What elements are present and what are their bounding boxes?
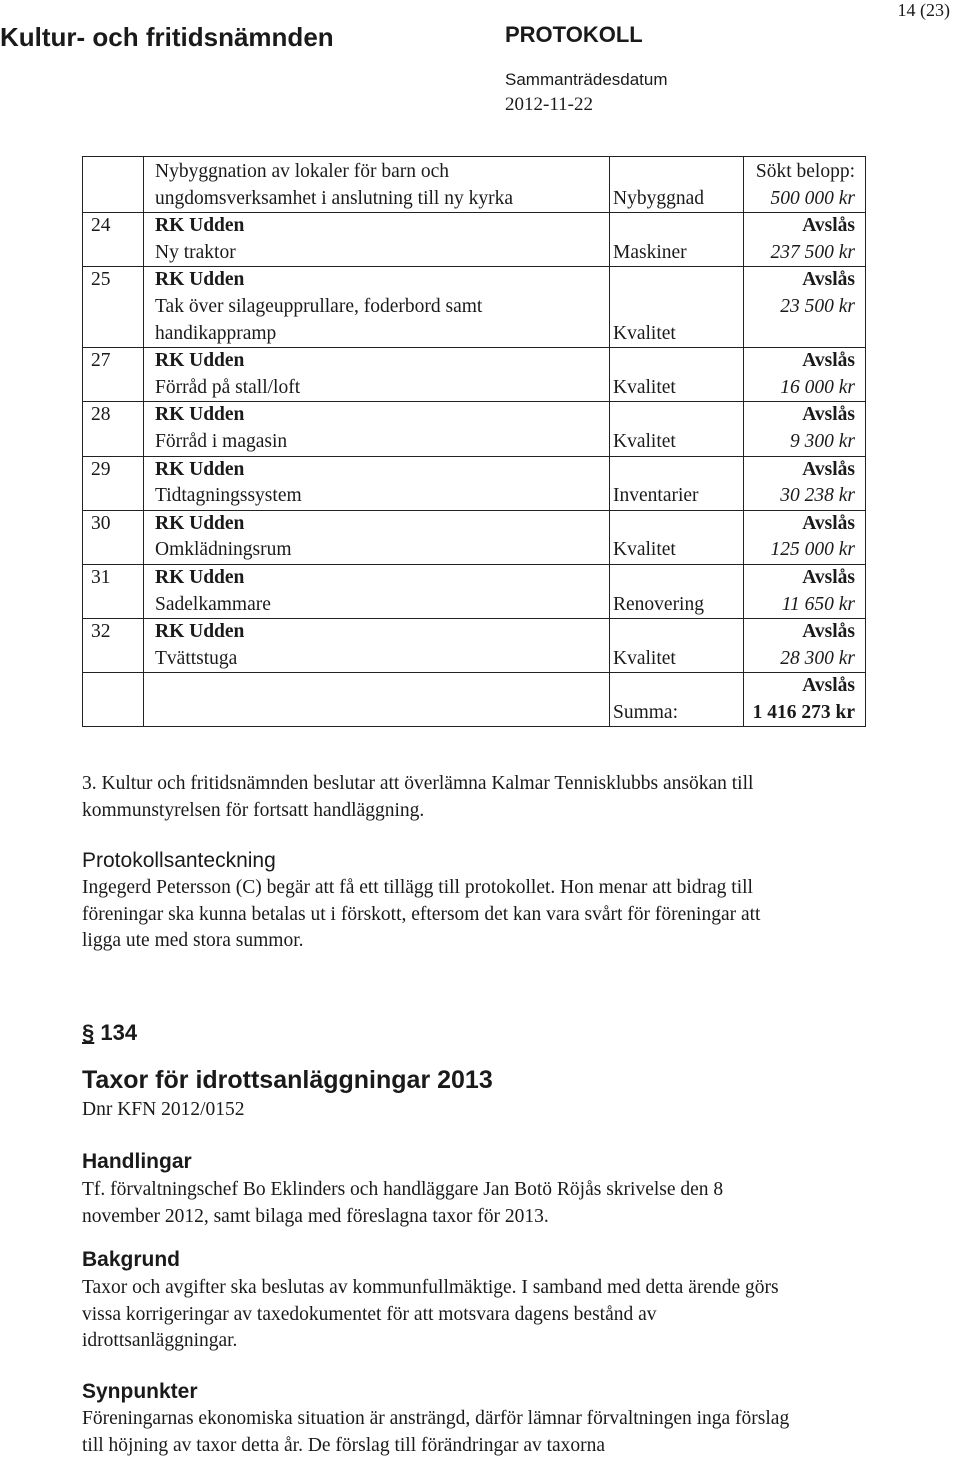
row-description-cell <box>144 619 610 673</box>
section-title: Taxor för idrottsanläggningar 2013 <box>82 1066 493 1094</box>
organization-name: Kultur- och fritidsnämnden <box>0 22 334 52</box>
row-decision: Avslås <box>802 621 855 643</box>
row-description: Förråd på stall/loft <box>155 376 301 398</box>
summary-amount-cell <box>744 673 866 727</box>
row-type: Nybyggnad <box>610 157 744 213</box>
row-type: Kvalitet <box>610 510 744 564</box>
handlingar-text: Tf. förvaltningschef Bo Eklinders och handläggare Jan Botö Röjås skrivelse den 8 november 2012, samt bilaga med föreslagna taxor för 2013. <box>82 1179 724 1227</box>
row-amount-cell <box>744 267 866 348</box>
row-description: Tidtagningssystem <box>155 485 302 507</box>
row-type: Kvalitet <box>610 402 744 456</box>
decision-3-text: 3. Kultur och fritidsnämnden beslutar att överlämna Kalmar Tennisklubbs ansökan till kommunstyrelsen för fortsatt handläggning. <box>82 773 754 821</box>
row-title: RK Udden <box>155 566 245 588</box>
row-description: Omklädningsrum <box>155 539 292 561</box>
row-number <box>83 157 144 213</box>
row-amount-cell <box>744 564 866 618</box>
page-number: 14 (23) <box>897 0 950 20</box>
row-amount: 9 300 kr <box>790 430 855 452</box>
row-decision: Avslås <box>802 350 855 372</box>
row-number: 28 <box>83 402 144 456</box>
row-decision: Sökt belopp: <box>755 161 855 182</box>
row-decision: Avslås <box>802 458 855 480</box>
document-type: PROTOKOLL <box>505 22 643 47</box>
row-description-cell <box>144 157 610 213</box>
row-amount-cell <box>744 213 866 267</box>
section-number <box>82 1020 137 1046</box>
protokollsanteckning-heading: Protokollsanteckning <box>82 849 276 872</box>
synpunkter-heading: Synpunkter <box>82 1380 198 1403</box>
row-type: Kvalitet <box>610 619 744 673</box>
row-decision: Avslås <box>802 512 855 534</box>
row-description-cell <box>144 510 610 564</box>
row-amount: 11 650 kr <box>781 593 855 615</box>
row-decision: Avslås <box>802 269 855 291</box>
row-number: 29 <box>83 456 144 510</box>
row-decision: Avslås <box>802 404 855 426</box>
row-title: RK Udden <box>155 404 245 426</box>
row-number: 27 <box>83 348 144 402</box>
row-amount: 28 300 kr <box>780 647 855 669</box>
row-decision: Avslås <box>802 215 855 237</box>
row-type: Inventarier <box>610 456 744 510</box>
row-description-cell <box>144 402 610 456</box>
row-number: 24 <box>83 213 144 267</box>
row-amount: 30 238 kr <box>780 485 855 507</box>
table-row <box>83 348 866 402</box>
applications-table <box>82 156 866 727</box>
row-title: RK Udden <box>155 350 245 372</box>
table-row <box>83 157 866 213</box>
row-amount-cell <box>744 157 866 213</box>
summary-label: Summa: <box>610 673 744 727</box>
row-description-cell <box>144 267 610 348</box>
row-decision: Avslås <box>802 566 855 588</box>
row-type: Kvalitet <box>610 348 744 402</box>
row-description-cell <box>144 213 610 267</box>
protokollsanteckning-text: Ingegerd Petersson (C) begär att få ett tillägg till protokollet. Hon menar att bidrag till föreningar ska kunna betalas ut i förskott, eftersom det kan vara svårt för föreningar att ligga ute med stora summor. <box>82 877 761 951</box>
row-number: 30 <box>83 510 144 564</box>
row-amount: 237 500 kr <box>770 241 855 263</box>
section-symbol: § <box>82 1020 95 1045</box>
row-description-cell <box>144 456 610 510</box>
row-amount-cell <box>744 510 866 564</box>
synpunkter-text: Föreningarnas ekonomiska situation är ansträngd, därför lämnar förvaltningen inga förslag till höjning av taxor detta år. De förslag till förändringar av taxorna <box>82 1408 790 1456</box>
table-row <box>83 213 866 267</box>
table-row <box>83 619 866 673</box>
section-dnr: Dnr KFN 2012/0152 <box>82 1099 245 1120</box>
row-amount-cell <box>744 402 866 456</box>
row-title: RK Udden <box>155 512 245 534</box>
section-number-value: 134 <box>100 1020 138 1045</box>
row-number: 31 <box>83 564 144 618</box>
summary-empty-desc <box>144 673 610 727</box>
row-description: Ny traktor <box>155 241 236 263</box>
row-description-cell <box>144 348 610 402</box>
row-description: Sadelkammare <box>155 593 271 615</box>
row-number: 25 <box>83 267 144 348</box>
row-amount: 125 000 kr <box>770 539 855 561</box>
summary-empty-num <box>83 673 144 727</box>
row-type: Kvalitet <box>610 267 744 348</box>
row-title: RK Udden <box>155 458 245 480</box>
row-description: Tak över silageupprullare, foderbord samt handikappramp <box>155 295 483 344</box>
row-description: Nybyggnation av lokaler för barn och ungdomsverksamhet i anslutning till ny kyrka <box>155 161 513 209</box>
meeting-date: 2012-11-22 <box>505 94 593 115</box>
row-title: RK Udden <box>155 621 245 643</box>
table-row <box>83 402 866 456</box>
row-title: RK Udden <box>155 269 245 291</box>
row-title: RK Udden <box>155 215 245 237</box>
bakgrund-text: Taxor och avgifter ska beslutas av kommunfullmäktige. I samband med detta ärende görs vissa korrigeringar av taxedokumentet för att motsvara dagens bestånd av idrottsanläggningar. <box>82 1277 779 1351</box>
table-row <box>83 456 866 510</box>
meeting-date-label: Sammanträdesdatum <box>505 70 668 89</box>
table-row <box>83 510 866 564</box>
row-description: Förråd i magasin <box>155 430 288 452</box>
row-amount: 500 000 kr <box>770 187 855 209</box>
table-row <box>83 564 866 618</box>
handlingar-heading: Handlingar <box>82 1150 192 1173</box>
row-type: Maskiner <box>610 213 744 267</box>
row-amount-cell <box>744 348 866 402</box>
row-amount: 23 500 kr <box>780 295 855 317</box>
summary-total: 1 416 273 kr <box>752 701 855 723</box>
row-type: Renovering <box>610 564 744 618</box>
summary-decision: Avslås <box>802 675 855 697</box>
row-amount: 16 000 kr <box>780 376 855 398</box>
bakgrund-heading: Bakgrund <box>82 1248 181 1271</box>
row-description: Tvättstuga <box>155 647 238 669</box>
table-row <box>83 267 866 348</box>
row-number: 32 <box>83 619 144 673</box>
table-summary-row <box>83 673 866 727</box>
row-amount-cell <box>744 619 866 673</box>
row-amount-cell <box>744 456 866 510</box>
row-description-cell <box>144 564 610 618</box>
